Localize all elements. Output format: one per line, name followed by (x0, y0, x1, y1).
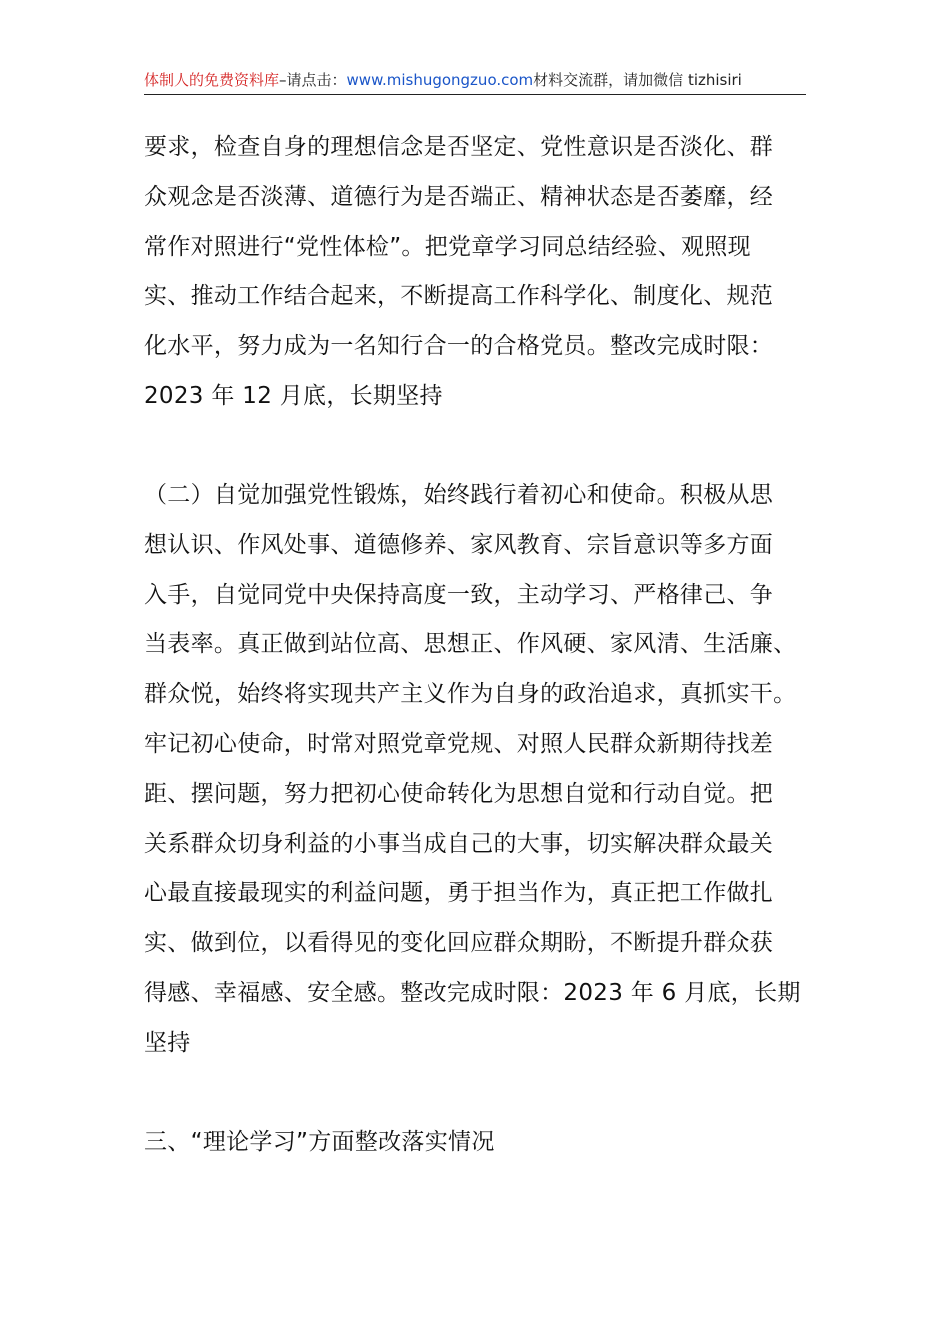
text-line: 坚持 (144, 1029, 191, 1056)
text-line: 常作对照进行“党性体检”。把党章学习同总结经验、观照现 (144, 233, 751, 260)
page-header (144, 68, 806, 95)
text-line: 群众悦，始终将实现共产主义作为自身的政治追求，真抓实干。 (144, 681, 797, 708)
text-line: 心最直接最现实的利益问题，勇于担当作为，真正把工作做扎 (144, 880, 774, 907)
text-line: 实、推动工作结合起来，不断提高工作科学化、制度化、规范 (144, 283, 774, 310)
text-line: 当表率。真正做到站位高、思想正、作风硬、家风清、生活廉、 (144, 631, 797, 658)
header-url-link[interactable]: www.mishugongzuo.com (346, 71, 534, 89)
text-line: 得感、幸福感、安全感。整改完成时限：2023 年 6 月底，长期 (144, 979, 801, 1006)
paragraph-requirements (144, 123, 810, 422)
text-line: 距、摆问题，努力把初心使命转化为思想自觉和行动自觉。把 (144, 780, 774, 807)
text-line: 实、做到位，以看得见的变化回应群众期盼，不断提升群众获 (144, 930, 774, 957)
text-line: 关系群众切身利益的小事当成自己的大事，切实解决群众最关 (144, 830, 774, 857)
text-line: 众观念是否淡薄、道德行为是否端正、精神状态是否萎靡，经 (144, 183, 774, 210)
text-line: （二）自觉加强党性锻炼，始终践行着初心和使命。积极从思 (144, 482, 774, 508)
text-line: 要求，检查自身的理想信念是否坚定、党性意识是否淡化、群 (144, 134, 774, 160)
text-line: 三、“理论学习”方面整改落实情况 (144, 1129, 495, 1155)
text-line: 2023 年 12 月底，长期坚持 (144, 382, 443, 409)
header-contact: 材料交流群，请加微信 tizhisiri (533, 71, 742, 89)
header-prompt: –请点击： (279, 71, 347, 89)
text-line: 入手，自觉同党中央保持高度一致，主动学习、严格律己、争 (144, 581, 774, 608)
section-heading-theory-study (144, 1118, 810, 1168)
header-brand: 体制人的免费资料库 (144, 71, 280, 89)
paragraph-party-training (144, 471, 810, 1069)
text-line: 化水平，努力成为一名知行合一的合格党员。整改完成时限： (144, 333, 774, 360)
text-line: 想认识、作风处事、道德修养、家风教育、宗旨意识等多方面 (144, 531, 774, 558)
text-line: 牢记初心使命，时常对照党章党规、对照人民群众新期待找差 (144, 730, 774, 757)
